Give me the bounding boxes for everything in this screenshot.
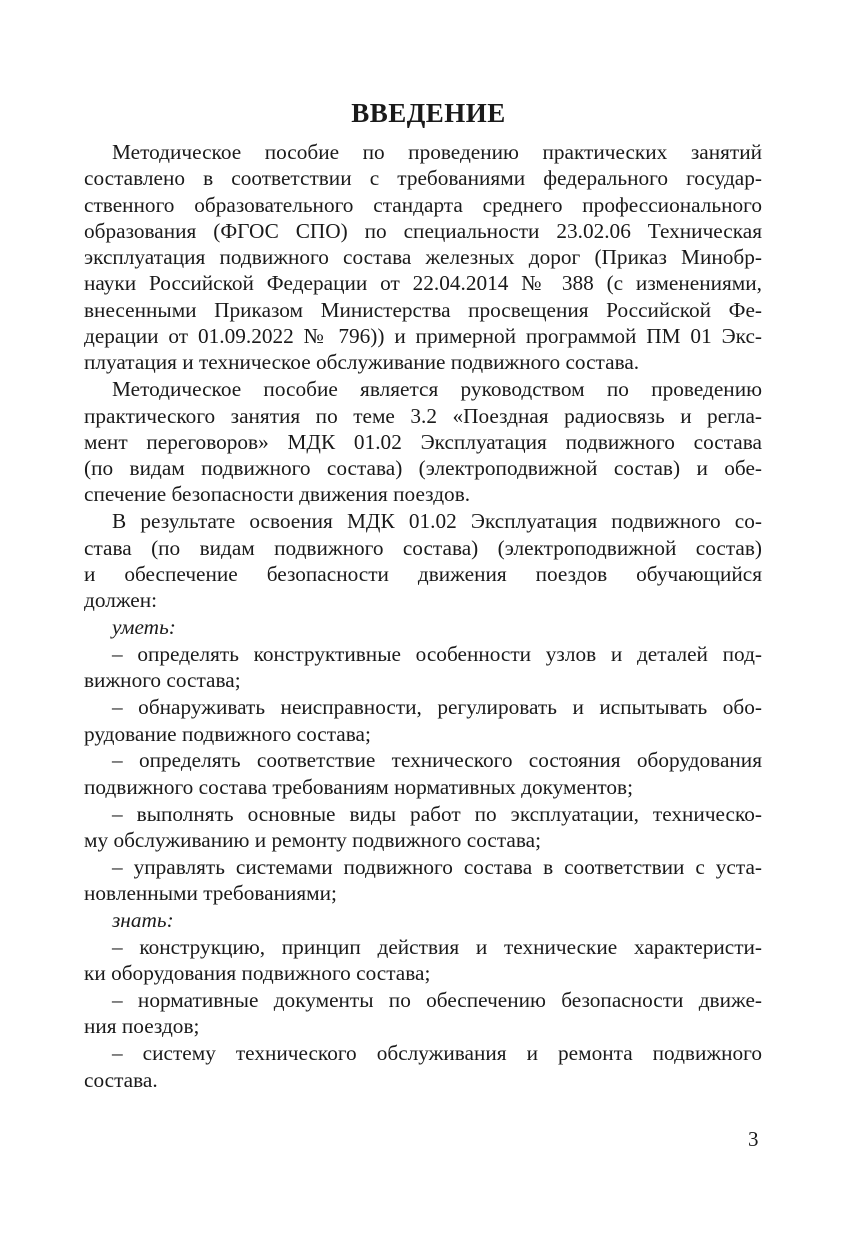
text-line: ственного образовательного стандарта среднего профессионального: [84, 192, 762, 217]
text-line: плуатация и техническое обслуживание подвижного состава.: [84, 350, 640, 375]
paragraph: [84, 694, 762, 747]
text-line: дерации от 01.09.2022 № 796)) и примерной программой ПМ 01 Экс-: [84, 324, 762, 349]
page-title: ВВЕДЕНИЕ: [351, 98, 506, 128]
text-line: уметь:: [112, 615, 176, 640]
paragraph: [84, 854, 762, 907]
text-line: става (по видам подвижного состава) (электроподвижной состав): [84, 535, 762, 560]
text-line: спечение безопасности движения поездов.: [84, 482, 471, 507]
text-line: состава.: [84, 1067, 158, 1092]
paragraph: [84, 508, 762, 613]
text-line: – управлять системами подвижного состава в соответствии с уста-: [112, 854, 762, 879]
text-line: – обнаруживать неисправности, регулировать и испытывать обо-: [112, 695, 762, 720]
text-line: практического занятия по теме 3.2 «Поездная радиосвязь и регла-: [84, 403, 762, 428]
text-line: должен:: [84, 588, 158, 613]
text-line: В результате освоения МДК 01.02 Эксплуатация подвижного со-: [112, 509, 762, 534]
text-line: – выполнять основные виды работ по эксплуатации, техническо-: [112, 801, 762, 826]
text-line: и обеспечение безопасности движения поездов обучающийся: [84, 561, 762, 586]
text-line: знать:: [112, 907, 174, 932]
paragraph: [84, 139, 762, 376]
paragraph: [84, 1040, 762, 1093]
section-label: [84, 614, 762, 640]
text-line: – конструкцию, принцип действия и технические характеристи-: [112, 934, 762, 959]
text-line: подвижного состава требованиям нормативных документов;: [84, 774, 633, 799]
text-line: – нормативные документы по обеспечению безопасности движе-: [112, 988, 762, 1013]
text-line: (по видам подвижного состава) (электроподвижной состав) и обе-: [84, 456, 762, 481]
text-line: – определять конструктивные особенности узлов и деталей под-: [112, 642, 762, 667]
paragraph: [84, 801, 762, 854]
text-line: мент переговоров» МДК 01.02 Эксплуатация подвижного состава: [84, 429, 762, 454]
text-line: Методическое пособие по проведению практических занятий: [112, 140, 762, 164]
document-body: [84, 139, 762, 1093]
text-line: составлено в соответствии с требованиями федерального государ-: [84, 166, 762, 191]
text-line: вижного состава;: [84, 668, 241, 693]
text-line: – определять соответствие технического состояния оборудования: [112, 748, 762, 773]
text-line: внесенными Приказом Министерства просвещения Российской Фе-: [84, 297, 762, 322]
text-line: новленными требованиями;: [84, 881, 337, 906]
text-line: му обслуживанию и ремонту подвижного состава;: [84, 827, 541, 852]
text-line: ния поездов;: [84, 1014, 200, 1039]
text-line: Методическое пособие является руководством по проведению: [112, 377, 762, 402]
text-line: рудование подвижного состава;: [84, 721, 371, 746]
page-number: 3: [748, 1127, 759, 1151]
paragraph: [84, 934, 762, 987]
text-line: – систему технического обслуживания и ремонта подвижного: [112, 1041, 762, 1066]
paragraph: [84, 641, 762, 694]
text-line: эксплуатация подвижного состава железных дорог (Приказ Минобр-: [84, 245, 762, 270]
text-line: науки Российской Федерации от 22.04.2014 № 388 (с изменениями,: [84, 271, 762, 296]
text-line: образования (ФГОС СПО) по специальности 23.02.06 Техническая: [84, 218, 762, 243]
paragraph: [84, 376, 762, 507]
paragraph: [84, 747, 762, 800]
paragraph: [84, 987, 762, 1040]
section-label: [84, 907, 762, 933]
text-line: ки оборудования подвижного состава;: [84, 961, 431, 986]
